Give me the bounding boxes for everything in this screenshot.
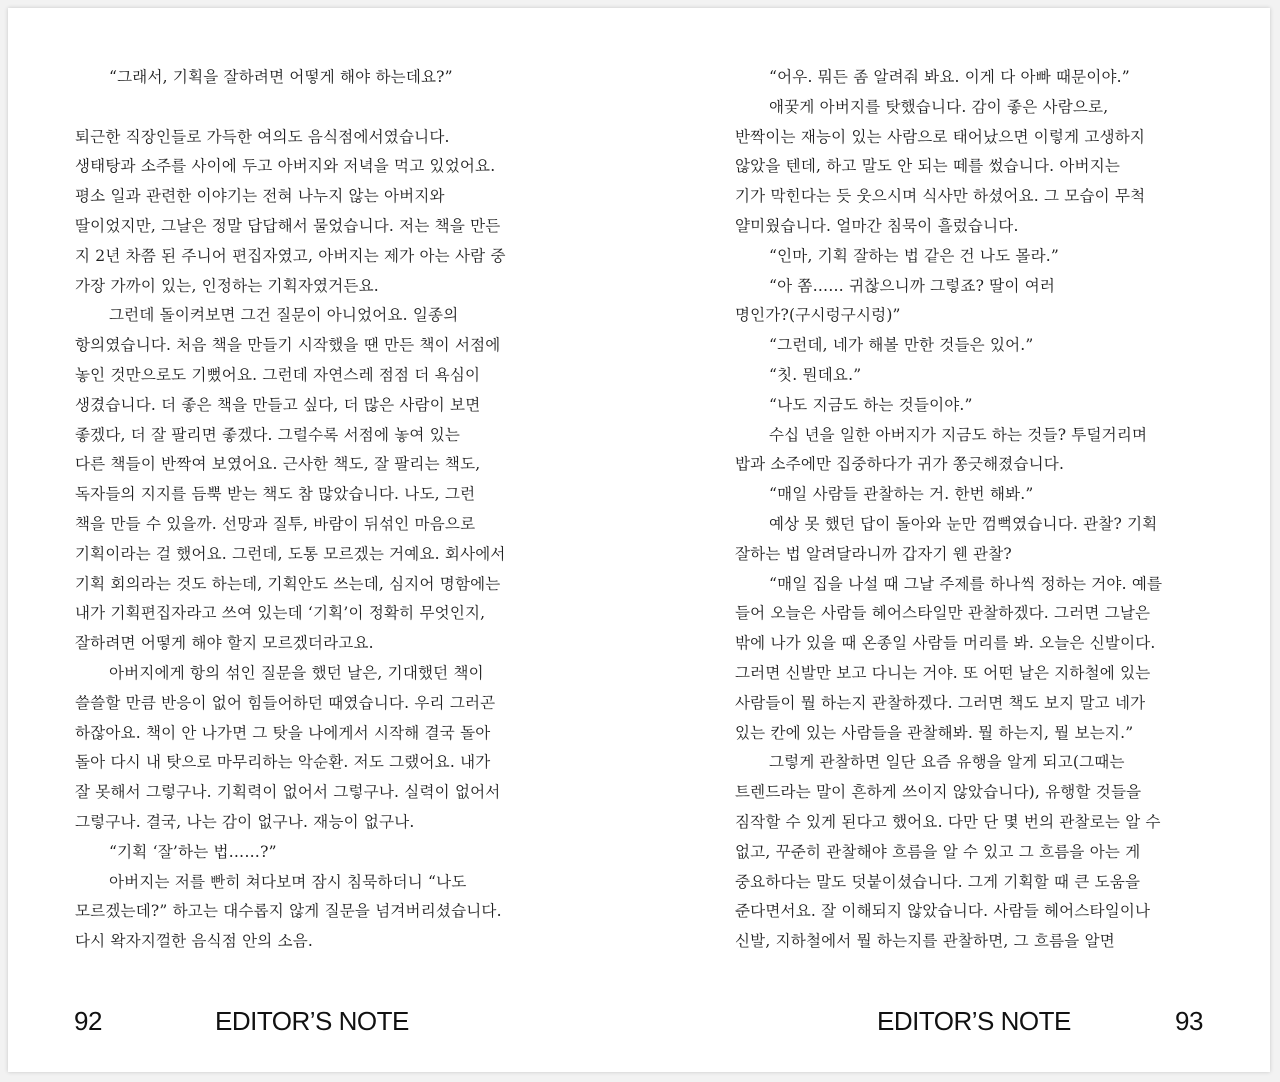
text-line: 기가 막힌다는 듯 웃으시며 식사만 하셨어요. 그 모습이 무척 (735, 187, 1146, 206)
text-line: “기획 ‘잘’하는 법……?” (109, 842, 277, 861)
text-line: 없고, 꾸준히 관찰해야 흐름을 알 수 있고 그 흐름을 아는 게 (735, 842, 1141, 861)
blank-line (75, 93, 545, 123)
text-line: 책을 만들 수 있을까. 선망과 질투, 바람이 뒤섞인 마음으로 (75, 514, 476, 533)
text-line: 내가 기획편집자라고 쓰여 있는데 ‘기획’이 정확히 무엇인지, (75, 604, 486, 623)
text-line: 밥과 소주에만 집중하다가 귀가 쫑긋해졌습니다. (735, 455, 1065, 474)
text-line: 지 2년 차쯤 된 주니어 편집자였고, 아버지는 제가 아는 사람 중 (75, 246, 506, 265)
text-line: “그런데, 네가 해볼 만한 것들은 있어.” (769, 336, 1034, 355)
text-line: 생태탕과 소주를 사이에 두고 아버지와 저녁을 먹고 있었어요. (75, 157, 496, 176)
text-line: “그래서, 기획을 잘하려면 어떻게 해야 하는데요?” (109, 68, 453, 86)
text-line: 신발, 지하철에서 뭘 하는지를 관찰하면, 그 흐름을 알면 (735, 932, 1115, 951)
left-page-number: 92 (74, 1006, 102, 1036)
text-line: 명인가?(구시렁구시렁)” (735, 306, 901, 325)
text-line: 다른 책들이 반짝여 보였어요. 근사한 책도, 잘 팔리는 책도, (75, 455, 481, 474)
text-line: 기획이라는 걸 했어요. 그런데, 도통 모르겠는 거예요. 회사에서 (75, 544, 506, 563)
right-page (639, 8, 1270, 1072)
left-running-title: EDITOR’S NOTE (215, 1006, 409, 1036)
text-line: 잘하려면 어떻게 해야 할지 모르겠더라고요. (75, 634, 374, 653)
text-line: 독자들의 지지를 듬뿍 받는 책도 참 많았습니다. 나도, 그런 (75, 485, 476, 504)
text-line: 퇴근한 직장인들로 가득한 여의도 음식점에서였습니다. (75, 127, 450, 146)
text-line: 있는 칸에 있는 사람들을 관찰해봐. 뭘 하는지, 뭘 보는지.” (735, 723, 1134, 742)
text-line: 잘 못해서 그렇구나. 기획력이 없어서 그렇구나. 실력이 없어서 (75, 783, 501, 802)
text-line: 그렇구나. 결국, 나는 감이 없구나. 재능이 없구나. (75, 812, 415, 831)
text-line: 놓인 것만으로도 기뻤어요. 그런데 자연스레 점점 더 욕심이 (75, 365, 481, 384)
text-line: 잘하는 법 알려달라니까 갑자기 웬 관찰? (735, 544, 1012, 563)
text-line: 항의였습니다. 처음 책을 만들기 시작했을 땐 만든 책이 서점에 (75, 336, 501, 355)
text-line: 딸이었지만, 그날은 정말 답답해서 물었습니다. 저는 책을 만든 (75, 216, 501, 235)
text-line: 돌아 다시 내 탓으로 마무리하는 악순환. 저도 그랬어요. 내가 (75, 753, 491, 772)
text-line: 평소 일과 관련한 이야기는 전혀 나누지 않는 아버지와 (75, 187, 445, 206)
text-line: “아 쫌…… 귀찮으니까 그렇죠? 딸이 여러 (769, 276, 1056, 295)
text-line: 트렌드라는 말이 흔하게 쓰이지 않았습니다), 유행할 것들을 (735, 783, 1142, 802)
text-line: 모르겠는데?” 하고는 대수롭지 않게 질문을 넘겨버리셨습니다. (75, 902, 502, 921)
text-line: 그러면 신발만 보고 다니는 거야. 또 어떤 날은 지하철에 있는 (735, 663, 1151, 682)
text-line: 들어 오늘은 사람들 헤어스타일만 관찰하겠다. 그러면 그날은 (735, 604, 1151, 623)
text-line: 그런데 돌이켜보면 그건 질문이 아니었어요. 일종의 (109, 306, 459, 325)
text-line: 준다면서요. 잘 이해되지 않았습니다. 사람들 헤어스타일이나 (735, 902, 1151, 921)
text-line: 그렇게 관찰하면 일단 요즘 유행을 알게 되고(그때는 (769, 753, 1125, 772)
text-line: “매일 집을 나설 때 그날 주제를 하나씩 정하는 거야. 예를 (769, 574, 1163, 593)
text-line: 쓸쓸할 만큼 반응이 없어 힘들어하던 때였습니다. 우리 그러곤 (75, 693, 496, 712)
text-line: 애꿎게 아버지를 탓했습니다. 감이 좋은 사람으로, (769, 97, 1109, 116)
text-line: 아버지에게 항의 섞인 질문을 했던 날은, 기대했던 책이 (109, 663, 484, 682)
text-line: 기획 회의라는 것도 하는데, 기획안도 쓰는데, 심지어 명함에는 (75, 574, 501, 593)
text-line: “인마, 기획 잘하는 법 같은 건 나도 몰라.” (769, 246, 1059, 265)
right-running-title: EDITOR’S NOTE (877, 1006, 1071, 1036)
text-line: 다시 왁자지껄한 음식점 안의 소음. (75, 932, 314, 951)
book-spread (8, 8, 1270, 1072)
text-line: “칫. 뭔데요.” (769, 365, 862, 384)
text-line: 아버지는 저를 빤히 쳐다보며 잠시 침묵하더니 “나도 (109, 872, 467, 891)
text-line: 짐작할 수 있게 된다고 했어요. 다만 단 몇 번의 관찰로는 알 수 (735, 812, 1161, 831)
text-line: “나도 지금도 하는 것들이야.” (769, 395, 973, 414)
text-line: “어우. 뭐든 좀 알려줘 봐요. 이게 다 아빠 때문이야.” (769, 68, 1130, 86)
text-line: 하잖아요. 책이 안 나가면 그 탓을 나에게서 시작해 결국 돌아 (75, 723, 491, 742)
text-line: 중요하다는 말도 덧붙이셨습니다. 그게 기획할 때 큰 도움을 (735, 872, 1141, 891)
left-page (8, 8, 639, 1072)
text-line: 수십 년을 일한 아버지가 지금도 하는 것들? 투덜거리며 (769, 425, 1148, 444)
text-line: 반짝이는 재능이 있는 사람으로 태어났으면 이렇게 고생하지 (735, 127, 1146, 146)
text-line: 사람들이 뭘 하는지 관찰하겠다. 그러면 책도 보지 말고 네가 (735, 693, 1146, 712)
text-line: 예상 못 했던 답이 돌아와 눈만 껌뻑였습니다. 관찰? 기획 (769, 514, 1158, 533)
text-line: “매일 사람들 관찰하는 거. 한번 해봐.” (769, 485, 1034, 504)
text-line: 밖에 나가 있을 때 온종일 사람들 머리를 봐. 오늘은 신발이다. (735, 634, 1156, 653)
text-line: 얄미웠습니다. 얼마간 침묵이 흘렀습니다. (735, 216, 1019, 235)
text-line: 생겼습니다. 더 좋은 책을 만들고 싶다, 더 많은 사람이 보면 (75, 395, 481, 414)
text-line: 좋겠다, 더 잘 팔리면 좋겠다. 그럴수록 서점에 놓여 있는 (75, 425, 461, 444)
text-line: 않았을 텐데, 하고 말도 안 되는 떼를 썼습니다. 아버지는 (735, 157, 1121, 176)
left-page-body-text (75, 63, 545, 957)
right-page-number: 93 (1175, 1006, 1203, 1036)
right-page-body-text (735, 63, 1205, 957)
text-line: 가장 가까이 있는, 인정하는 기획자였거든요. (75, 276, 379, 295)
